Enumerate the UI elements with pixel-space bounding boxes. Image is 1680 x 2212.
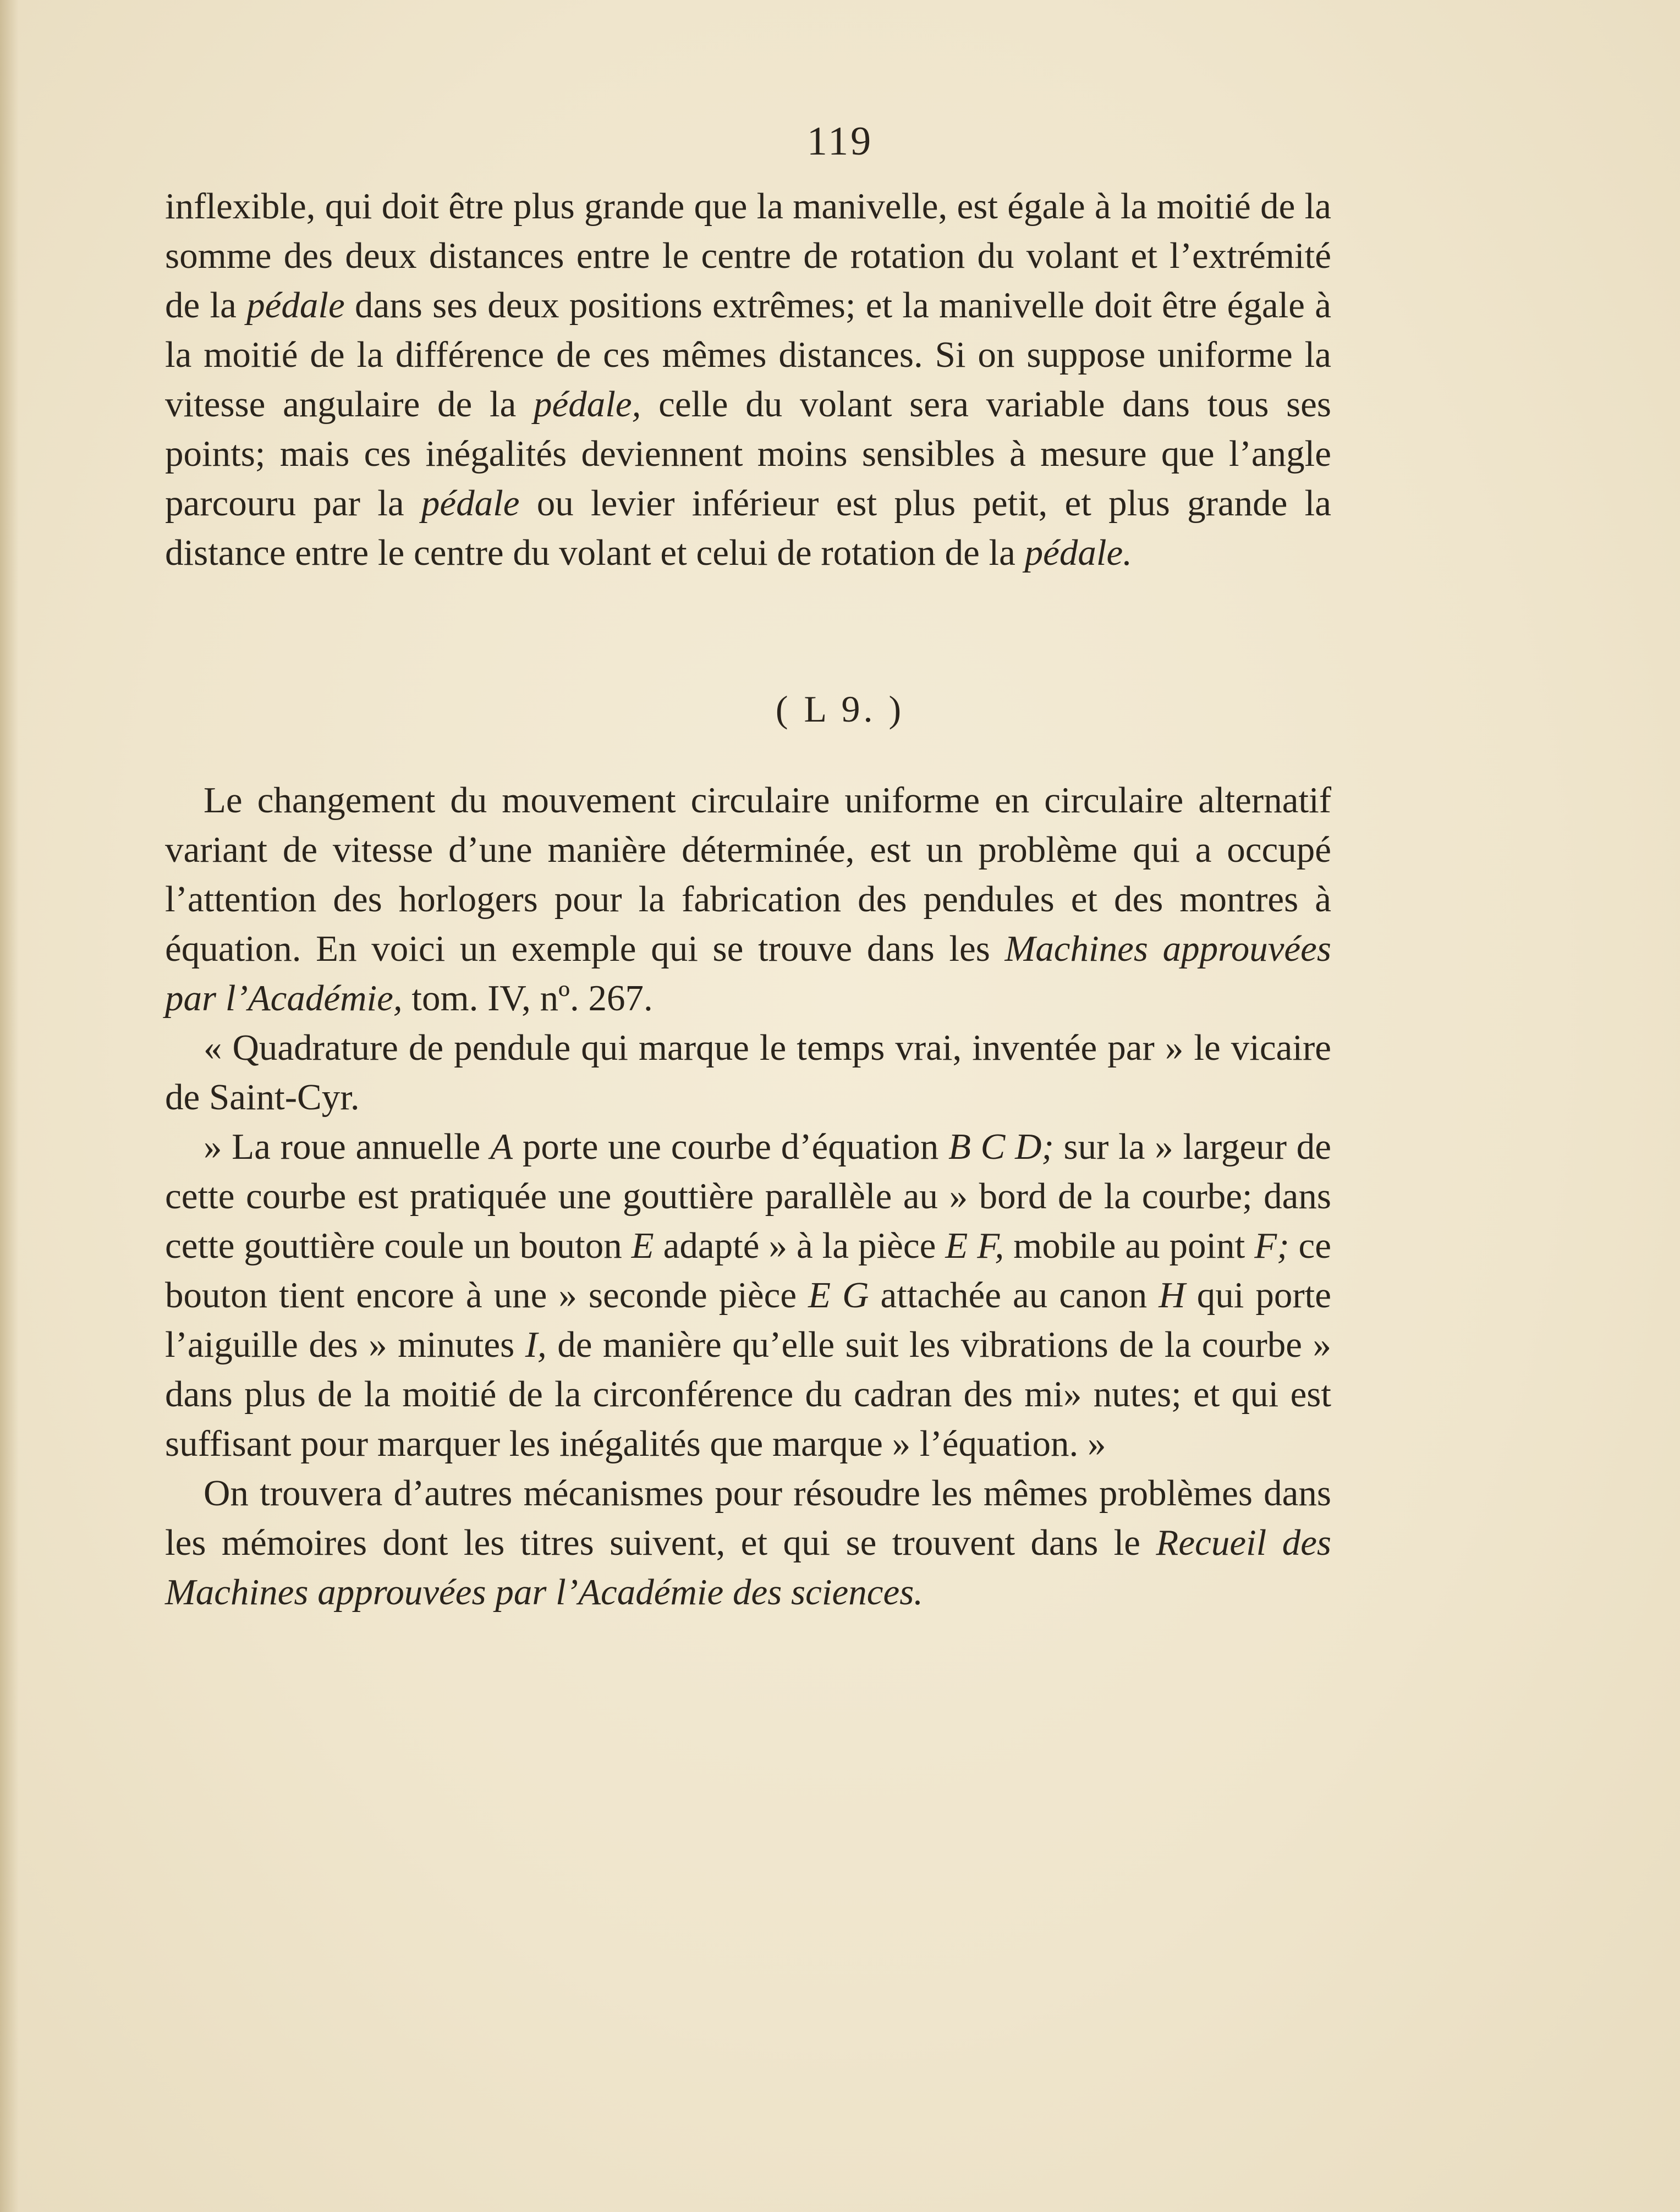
italic-letter: H: [1159, 1275, 1185, 1316]
quotation-text: attachée au canon: [869, 1275, 1159, 1316]
italic-title: Machines approuvées par l’Académie,: [165, 928, 1331, 1019]
quotation-text: sur la » largeur de cette courbe est pratiquée une gouttière parallèle au » bord de la courbe; dans cette gouttière coule un bouton: [165, 1126, 1332, 1266]
quotation-text: ce bouton tient encore à une » seconde pièce: [165, 1225, 1331, 1316]
page-edge-shadow: [0, 0, 19, 2212]
paragraph-text: celle du volant sera variable dans tous ses points; mais ces inégalités deviennent moins sensibles à mesure que l’angle parcouru par la: [165, 384, 1331, 524]
quotation-text: de manière qu’elle suit les vibrations de la courbe » dans plus de la moitié de la circonférence du cadran des mi» nutes; et qui est suffisant pour marquer les inégalités que marque » l’équation. »: [165, 1324, 1332, 1464]
italic-letter: E F,: [945, 1225, 1004, 1266]
section-heading: ( L 9. ): [775, 688, 905, 730]
paragraph-text: Le changement du mouvement circulaire uniforme en circulaire alternatif variant de vitesse d’une manière déterminée, est un problème qui a occupé l’attention des horlogers pour la fabrication des pendules et des montres à équation. En voici un exemple qui se trouve dans les: [165, 780, 1331, 969]
paragraph-continuation: [165, 181, 1331, 577]
quotation-text: « Quadrature de pendule qui marque le temps vrai, inventée par » le vicaire de Saint-Cyr.: [165, 1027, 1331, 1118]
main-text: [165, 775, 1331, 1617]
paragraph: [165, 1468, 1331, 1617]
paragraph-text: tom. IV, nº. 267.: [402, 978, 653, 1019]
italic-letter: B C D;: [948, 1126, 1054, 1167]
italic-title: Recueil des Machines approuvées par l’Académie des sciences.: [165, 1522, 1331, 1613]
italic-letter: E: [631, 1225, 654, 1266]
quotation-text: qui porte l’aiguille des » minutes: [165, 1275, 1332, 1365]
paragraph-text: On trouvera d’autres mécanismes pour résoudre les mêmes problèmes dans les mémoires dont les titres suivent, et qui se trouvent dans le: [165, 1473, 1331, 1563]
italic-term: pédale: [246, 285, 345, 326]
italic-term: pédale,: [534, 384, 641, 425]
italic-term: pédale.: [1024, 532, 1133, 573]
paragraph-text: inflexible, qui doit être plus grande que la manivelle, est égale à la moitié de la somme des deux distances entre le centre de rotation du volant et l’extrémité de la: [165, 186, 1331, 326]
quotation-paragraph: [165, 1122, 1331, 1468]
italic-letter: A: [490, 1126, 513, 1167]
quotation-text: » La roue annuelle: [204, 1126, 491, 1167]
paragraph: [165, 775, 1331, 1023]
italic-term: pédale: [421, 483, 520, 524]
quotation-text: porte une courbe d’équation: [513, 1126, 948, 1167]
quotation-paragraph: [165, 1023, 1331, 1122]
quotation-text: mobile au point: [1004, 1225, 1255, 1266]
paragraph-text: ou levier inférieur est plus petit, et plus grande la distance entre le centre du volant et celui de rotation de la: [165, 483, 1331, 573]
italic-letter: E G: [808, 1275, 869, 1316]
quotation-text: adapté » à la pièce: [654, 1225, 946, 1266]
page-number: 119: [806, 119, 874, 164]
paragraph-text: dans ses deux positions extrêmes; et la manivelle doit être égale à la moitié de la différence de ces mêmes distances. Si on suppose uniforme la vitesse angulaire de la: [165, 285, 1332, 425]
italic-letter: I,: [525, 1324, 547, 1365]
italic-letter: F;: [1254, 1225, 1289, 1266]
